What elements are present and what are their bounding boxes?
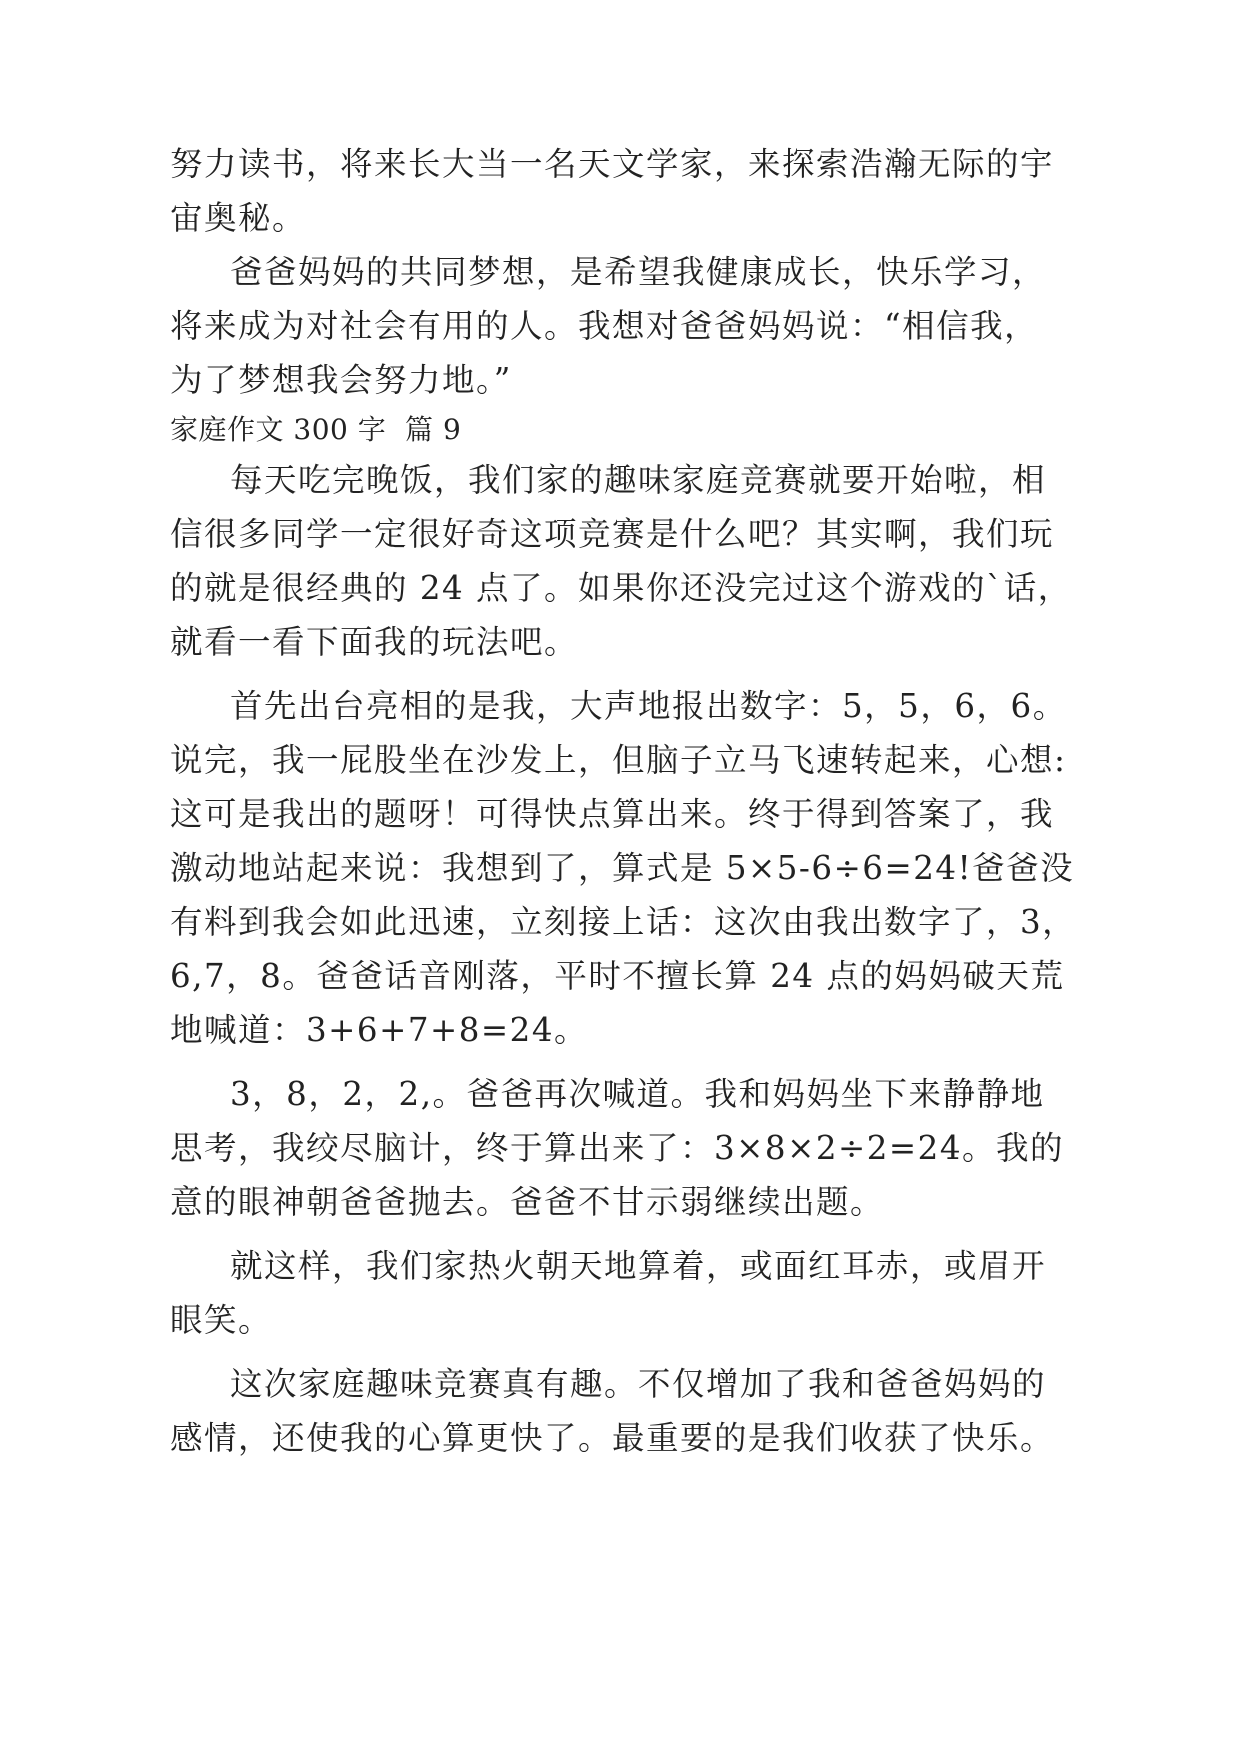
paragraph-line: 信很多同学一定很好奇这项竞赛是什么吧？其实啊，我们玩 <box>170 515 1055 553</box>
paragraph-line: 首先出台亮相的是我，大声地报出数字：5，5，6，6。 <box>230 687 1067 725</box>
paragraph-line: 每天吃完晚饭，我们家的趣味家庭竞赛就要开始啦，相 <box>230 461 1047 499</box>
paragraph-line: 就看一看下面我的玩法吧。 <box>170 623 579 661</box>
paragraph-line: 这次家庭趣味竞赛真有趣。不仅增加了我和爸爸妈妈的 <box>230 1365 1047 1403</box>
paragraph-line: 这可是我出的题呀！可得快点算出来。终于得到答案了，我 <box>170 795 1055 833</box>
paragraph-line: 宙奥秘。 <box>170 199 307 237</box>
paragraph-line: 思考，我绞尽脑计，终于算出来了：3×8×2÷2=24。我的 <box>170 1129 1064 1167</box>
paragraph-line: 努力读书，将来长大当一名天文学家，来探索浩瀚无际的宇 <box>170 145 1055 183</box>
paragraph-line: 地喊道：3+6+7+8=24。 <box>170 1011 588 1049</box>
paragraph-line: 将来成为对社会有用的人。我想对爸爸妈妈说：“相信我， <box>170 307 1039 345</box>
paragraph-line: 的就是很经典的 24 点了。如果你还没完过这个游戏的`话， <box>170 569 1072 607</box>
paragraph-line: 6,7，8。爸爸话音刚落，平时不擅长算 24 点的妈妈破天荒 <box>170 957 1065 995</box>
paragraph-line: 有料到我会如此迅速，立刻接上话：这次由我出数字了，3， <box>170 903 1077 941</box>
paragraph-line: 为了梦想我会努力地。” <box>170 361 512 399</box>
paragraph-line: 爸爸妈妈的共同梦想，是希望我健康成长，快乐学习， <box>230 253 1047 291</box>
paragraph-line: 就这样，我们家热火朝天地算着，或面红耳赤，或眉开 <box>230 1247 1047 1285</box>
section-title: 家庭作文 300 字 篇 9 <box>170 413 462 446</box>
paragraph-line: 激动地站起来说：我想到了，算式是 5×5-6÷6=24!爸爸没 <box>170 849 1075 887</box>
paragraph-line: 眼笑。 <box>170 1301 273 1339</box>
paragraph-line: 意的眼神朝爸爸抛去。爸爸不甘示弱继续出题。 <box>170 1183 885 1221</box>
paragraph-line: 3，8，2，2,。爸爸再次喊道。我和妈妈坐下来静静地 <box>230 1075 1045 1113</box>
paragraph-line: 感情，还使我的心算更快了。最重要的是我们收获了快乐。 <box>170 1419 1055 1457</box>
paragraph-line: 说完，我一屁股坐在沙发上，但脑子立马飞速转起来，心想: <box>170 741 1067 779</box>
